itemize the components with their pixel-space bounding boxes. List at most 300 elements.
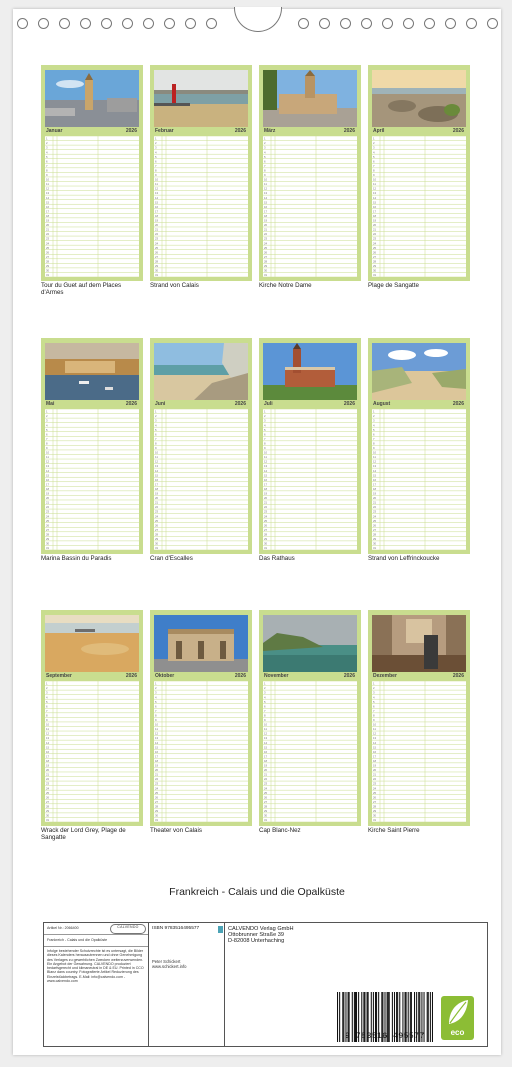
svg-text:12: 12	[46, 459, 50, 464]
svg-text:27: 27	[264, 254, 268, 259]
divider	[44, 946, 148, 947]
svg-text:19: 19	[155, 218, 159, 223]
svg-text:8: 8	[264, 441, 266, 446]
month-photo	[263, 70, 357, 127]
svg-text:19: 19	[264, 763, 268, 768]
svg-text:6: 6	[155, 159, 157, 164]
svg-text:31: 31	[46, 546, 50, 550]
svg-text:1: 1	[373, 681, 375, 686]
svg-text:26: 26	[264, 795, 268, 800]
svg-text:14: 14	[46, 740, 50, 745]
svg-text:29: 29	[264, 536, 268, 541]
month-year: 2026	[125, 401, 137, 407]
binding-ring	[59, 18, 70, 29]
svg-text:22: 22	[264, 505, 268, 510]
day-lines	[45, 681, 139, 822]
svg-text:16: 16	[46, 749, 50, 754]
svg-text:1: 1	[264, 136, 266, 141]
svg-text:15: 15	[155, 200, 159, 205]
svg-text:15: 15	[264, 200, 268, 205]
svg-text:4: 4	[155, 150, 157, 155]
publisher-city: D-82008 Unterhaching	[228, 938, 285, 944]
svg-text:23: 23	[264, 509, 268, 514]
svg-text:11: 11	[373, 727, 376, 732]
svg-text:22: 22	[155, 777, 159, 782]
calvendo-logo: CALVENDO	[110, 924, 146, 934]
svg-text:27: 27	[373, 527, 377, 532]
month-header	[45, 673, 139, 680]
svg-text:23: 23	[264, 781, 268, 786]
binding-ring	[361, 18, 372, 29]
svg-text:15: 15	[373, 473, 377, 478]
binding-ring	[403, 18, 414, 29]
svg-text:11: 11	[373, 182, 376, 187]
svg-text:14: 14	[264, 740, 268, 745]
binding-ring	[382, 18, 393, 29]
binding-ring	[206, 18, 217, 29]
svg-text:21: 21	[155, 500, 159, 505]
svg-text:30: 30	[155, 541, 159, 546]
svg-text:15: 15	[155, 473, 159, 478]
month-photo	[263, 343, 357, 400]
svg-text:12: 12	[373, 459, 377, 464]
svg-text:24: 24	[373, 786, 377, 791]
svg-text:6: 6	[155, 432, 157, 437]
svg-text:17: 17	[264, 482, 268, 487]
svg-text:8: 8	[264, 713, 266, 718]
svg-text:16: 16	[264, 204, 268, 209]
svg-text:5: 5	[155, 154, 157, 159]
svg-text:7: 7	[46, 163, 48, 168]
svg-text:20: 20	[264, 223, 268, 228]
svg-text:25: 25	[264, 518, 268, 523]
svg-text:16: 16	[373, 204, 377, 209]
svg-text:10: 10	[373, 722, 377, 727]
svg-text:10: 10	[46, 722, 50, 727]
svg-text:14: 14	[373, 468, 377, 473]
svg-text:2: 2	[373, 686, 375, 691]
svg-text:13: 13	[264, 736, 268, 741]
svg-text:7: 7	[155, 436, 157, 441]
svg-text:20: 20	[373, 223, 377, 228]
svg-text:23: 23	[46, 781, 50, 786]
svg-text:3: 3	[155, 690, 157, 695]
svg-text:15: 15	[373, 200, 377, 205]
svg-text:16: 16	[373, 477, 377, 482]
svg-text:30: 30	[373, 813, 377, 818]
svg-text:2: 2	[155, 686, 157, 691]
svg-text:25: 25	[155, 518, 159, 523]
month-photo	[154, 615, 248, 672]
svg-text:23: 23	[155, 781, 159, 786]
month-name: Januar	[46, 128, 63, 134]
day-lines	[372, 409, 466, 550]
svg-text:13: 13	[373, 191, 377, 196]
svg-text:11: 11	[373, 455, 376, 460]
svg-text:18: 18	[373, 486, 377, 491]
svg-text:1: 1	[155, 409, 157, 414]
svg-text:24: 24	[264, 786, 268, 791]
barcode-number: 9 783516 495577	[345, 1032, 425, 1041]
svg-text:28: 28	[155, 259, 159, 264]
month-caption: Kirche Notre Dame	[259, 282, 312, 289]
svg-text:14: 14	[264, 195, 268, 200]
svg-text:13: 13	[155, 464, 159, 469]
svg-text:11: 11	[155, 182, 158, 187]
calendar-page	[13, 9, 501, 1055]
binding-ring	[101, 18, 112, 29]
month-caption: Wrack der Lord Grey, Plage de Sangatte	[41, 827, 126, 841]
binding-ring	[164, 18, 175, 29]
article-number: Artikel Nr.: 2066400	[47, 926, 79, 930]
day-lines	[263, 136, 357, 277]
month-header	[45, 401, 139, 408]
svg-text:26: 26	[373, 250, 377, 255]
svg-text:21: 21	[46, 772, 50, 777]
month-name: Dezember	[373, 673, 397, 679]
svg-text:5: 5	[373, 427, 375, 432]
svg-text:27: 27	[373, 254, 377, 259]
svg-text:12: 12	[155, 731, 159, 736]
svg-text:31: 31	[264, 546, 268, 550]
svg-text:20: 20	[155, 223, 159, 228]
month-caption: Cran d'Escalles	[150, 555, 193, 562]
svg-text:20: 20	[373, 496, 377, 501]
binding-ring	[17, 18, 28, 29]
svg-text:11: 11	[46, 727, 49, 732]
svg-text:25: 25	[46, 518, 50, 523]
svg-text:11: 11	[264, 182, 267, 187]
svg-text:12: 12	[155, 459, 159, 464]
svg-text:24: 24	[46, 241, 50, 246]
svg-text:25: 25	[373, 518, 377, 523]
binding-ring	[185, 18, 196, 29]
month-name: September	[46, 673, 72, 679]
footer-isbn-column	[149, 923, 225, 1046]
svg-text:25: 25	[373, 790, 377, 795]
svg-text:2: 2	[46, 686, 48, 691]
svg-text:21: 21	[264, 500, 268, 505]
svg-text:12: 12	[264, 186, 268, 191]
svg-text:1: 1	[264, 409, 266, 414]
svg-text:26: 26	[155, 795, 159, 800]
svg-text:10: 10	[155, 177, 159, 182]
svg-text:20: 20	[46, 223, 50, 228]
svg-text:31: 31	[373, 818, 377, 822]
isbn: ISBN 9783516495577	[152, 926, 200, 931]
svg-text:28: 28	[155, 532, 159, 537]
svg-text:22: 22	[264, 232, 268, 237]
divider	[44, 934, 148, 935]
svg-text:17: 17	[155, 482, 159, 487]
svg-text:30: 30	[155, 268, 159, 273]
svg-text:5: 5	[46, 154, 48, 159]
binding-ring	[319, 18, 330, 29]
svg-text:19: 19	[46, 218, 50, 223]
svg-text:22: 22	[155, 232, 159, 237]
svg-text:29: 29	[264, 263, 268, 268]
month-header	[263, 673, 357, 680]
svg-text:31: 31	[155, 818, 159, 822]
month-caption: Marina Bassin du Paradis	[41, 555, 112, 562]
svg-text:21: 21	[46, 500, 50, 505]
svg-text:19: 19	[373, 491, 377, 496]
svg-text:4: 4	[46, 423, 48, 428]
svg-text:4: 4	[155, 423, 157, 428]
svg-text:29: 29	[373, 536, 377, 541]
svg-text:16: 16	[155, 749, 159, 754]
svg-text:28: 28	[264, 259, 268, 264]
binding-ring	[487, 18, 498, 29]
svg-text:22: 22	[155, 505, 159, 510]
svg-text:14: 14	[373, 195, 377, 200]
month-name: Februar	[155, 128, 174, 134]
svg-text:8: 8	[264, 168, 266, 173]
svg-text:2: 2	[264, 141, 266, 146]
svg-text:23: 23	[155, 236, 159, 241]
svg-text:8: 8	[155, 713, 157, 718]
svg-text:22: 22	[46, 232, 50, 237]
svg-text:19: 19	[155, 763, 159, 768]
day-lines	[154, 409, 248, 550]
day-lines	[45, 409, 139, 550]
svg-text:8: 8	[373, 168, 375, 173]
month-photo	[154, 343, 248, 400]
svg-text:3: 3	[373, 418, 375, 423]
svg-text:4: 4	[373, 150, 375, 155]
svg-text:27: 27	[46, 254, 50, 259]
svg-text:19: 19	[373, 763, 377, 768]
svg-text:2: 2	[373, 141, 375, 146]
svg-text:4: 4	[46, 695, 48, 700]
svg-text:8: 8	[46, 713, 48, 718]
month-header	[372, 401, 466, 408]
svg-text:26: 26	[264, 250, 268, 255]
svg-text:8: 8	[155, 168, 157, 173]
svg-text:31: 31	[264, 273, 268, 277]
svg-text:20: 20	[264, 496, 268, 501]
publisher-name: CALVENDO Verlag GmbH	[228, 926, 294, 932]
svg-text:29: 29	[46, 808, 50, 813]
svg-text:4: 4	[264, 423, 266, 428]
svg-text:4: 4	[46, 150, 48, 155]
svg-text:15: 15	[46, 473, 50, 478]
svg-text:6: 6	[46, 159, 48, 164]
svg-text:26: 26	[264, 523, 268, 528]
svg-text:12: 12	[264, 731, 268, 736]
svg-text:1: 1	[46, 681, 48, 686]
month-name: April	[373, 128, 385, 134]
svg-text:3: 3	[264, 418, 266, 423]
svg-text:25: 25	[46, 245, 50, 250]
author-name: Peter Schickert	[152, 959, 181, 964]
svg-text:24: 24	[155, 241, 159, 246]
svg-text:7: 7	[264, 708, 266, 713]
binding-ring	[80, 18, 91, 29]
svg-text:13: 13	[46, 191, 50, 196]
svg-text:24: 24	[46, 786, 50, 791]
svg-text:9: 9	[46, 173, 48, 178]
svg-text:28: 28	[46, 259, 50, 264]
svg-text:3: 3	[264, 690, 266, 695]
svg-text:18: 18	[46, 486, 50, 491]
svg-text:16: 16	[264, 477, 268, 482]
month-photo	[45, 343, 139, 400]
svg-text:19: 19	[264, 218, 268, 223]
svg-text:23: 23	[155, 509, 159, 514]
svg-text:23: 23	[373, 236, 377, 241]
svg-text:3: 3	[46, 690, 48, 695]
svg-text:15: 15	[46, 745, 50, 750]
svg-text:5: 5	[264, 154, 266, 159]
svg-text:31: 31	[46, 818, 50, 822]
svg-text:5: 5	[264, 699, 266, 704]
svg-text:29: 29	[264, 808, 268, 813]
month-name: August	[373, 401, 391, 407]
svg-text:9: 9	[264, 446, 266, 451]
svg-text:2: 2	[264, 686, 266, 691]
svg-text:15: 15	[46, 200, 50, 205]
svg-text:7: 7	[373, 436, 375, 441]
svg-text:9: 9	[155, 173, 157, 178]
svg-text:4: 4	[264, 695, 266, 700]
svg-text:25: 25	[264, 790, 268, 795]
svg-text:13: 13	[264, 464, 268, 469]
svg-text:27: 27	[264, 527, 268, 532]
svg-text:17: 17	[373, 754, 377, 759]
binding-ring	[38, 18, 49, 29]
month-name: Juli	[264, 401, 273, 407]
svg-text:29: 29	[373, 263, 377, 268]
svg-text:16: 16	[264, 749, 268, 754]
svg-text:30: 30	[264, 813, 268, 818]
binding-ring	[298, 18, 309, 29]
svg-text:13: 13	[373, 736, 377, 741]
svg-text:25: 25	[155, 790, 159, 795]
month-caption: Strand von Calais	[150, 282, 199, 289]
svg-text:8: 8	[155, 441, 157, 446]
svg-text:19: 19	[46, 491, 50, 496]
svg-text:7: 7	[46, 708, 48, 713]
month-caption: Kirche Saint Pierre	[368, 827, 420, 834]
month-photo	[154, 70, 248, 127]
svg-text:18: 18	[373, 213, 377, 218]
svg-text:7: 7	[46, 436, 48, 441]
svg-text:1: 1	[155, 136, 157, 141]
svg-text:22: 22	[373, 777, 377, 782]
svg-text:13: 13	[373, 464, 377, 469]
svg-text:22: 22	[373, 232, 377, 237]
binding-ring	[122, 18, 133, 29]
svg-text:9: 9	[373, 446, 375, 451]
svg-text:23: 23	[373, 509, 377, 514]
svg-text:12: 12	[46, 731, 50, 736]
svg-text:26: 26	[155, 250, 159, 255]
svg-text:1: 1	[46, 409, 48, 414]
svg-text:30: 30	[46, 541, 50, 546]
svg-text:4: 4	[373, 695, 375, 700]
author-url: www.schickert.info	[152, 964, 187, 969]
svg-text:1: 1	[373, 409, 375, 414]
svg-text:30: 30	[155, 813, 159, 818]
svg-text:31: 31	[373, 546, 377, 550]
month-name: Mai	[46, 401, 55, 407]
svg-text:21: 21	[373, 772, 377, 777]
svg-text:26: 26	[46, 250, 50, 255]
month-photo	[263, 615, 357, 672]
svg-text:27: 27	[46, 799, 50, 804]
svg-text:1: 1	[373, 136, 375, 141]
legal-text: Infolge bestehender Schutzrechte ist es untersagt, die Bilder dieses Kalenders herauszutrennen und ohne Genehmigung des Verlages zu gewerblichen Zwecken weiterzuverwenden. Ein Angebot der Gewahrung. CALVENDO produziert bedarfsgerecht und klimaneutral in DE & EU. Printed in CCO Blanz dans country. Fotografierte Artikel Reduzierung des Einzelstückbetrags. E-Mail: info@calvendo.com - www.calvendo.com	[47, 949, 144, 984]
svg-text:6: 6	[373, 704, 375, 709]
svg-text:24: 24	[155, 514, 159, 519]
svg-text:24: 24	[264, 241, 268, 246]
svg-text:17: 17	[264, 754, 268, 759]
svg-text:11: 11	[264, 455, 267, 460]
month-year: 2026	[343, 673, 355, 679]
svg-text:30: 30	[264, 268, 268, 273]
svg-text:23: 23	[46, 236, 50, 241]
day-lines	[154, 136, 248, 277]
svg-text:7: 7	[373, 163, 375, 168]
svg-text:11: 11	[155, 455, 158, 460]
svg-text:30: 30	[46, 813, 50, 818]
svg-text:3: 3	[373, 145, 375, 150]
svg-text:21: 21	[373, 500, 377, 505]
svg-text:25: 25	[155, 245, 159, 250]
svg-text:26: 26	[373, 795, 377, 800]
svg-text:19: 19	[373, 218, 377, 223]
footer-info-column	[44, 923, 149, 1046]
month-photo	[372, 343, 466, 400]
svg-text:18: 18	[46, 213, 50, 218]
svg-text:28: 28	[155, 804, 159, 809]
svg-text:21: 21	[46, 227, 50, 232]
svg-text:24: 24	[155, 786, 159, 791]
leaf-icon	[441, 996, 474, 1028]
svg-text:13: 13	[264, 191, 268, 196]
svg-text:23: 23	[264, 236, 268, 241]
month-caption: Theater von Calais	[150, 827, 202, 834]
svg-text:26: 26	[373, 523, 377, 528]
svg-text:30: 30	[373, 541, 377, 546]
month-photo	[372, 615, 466, 672]
month-caption: Das Rathaus	[259, 555, 295, 562]
svg-text:27: 27	[155, 254, 159, 259]
month-photo	[372, 70, 466, 127]
svg-text:24: 24	[46, 514, 50, 519]
month-year: 2026	[343, 401, 355, 407]
svg-text:31: 31	[264, 818, 268, 822]
month-name: März	[264, 128, 276, 134]
svg-text:29: 29	[46, 536, 50, 541]
back-cover-footer	[43, 922, 488, 1047]
month-year: 2026	[452, 128, 464, 134]
month-name: November	[264, 673, 289, 679]
svg-text:10: 10	[46, 177, 50, 182]
svg-text:9: 9	[264, 173, 266, 178]
svg-text:20: 20	[46, 768, 50, 773]
svg-text:29: 29	[373, 808, 377, 813]
svg-text:27: 27	[155, 799, 159, 804]
svg-text:6: 6	[264, 159, 266, 164]
svg-text:29: 29	[155, 536, 159, 541]
svg-text:13: 13	[46, 736, 50, 741]
month-header	[372, 673, 466, 680]
svg-text:10: 10	[373, 177, 377, 182]
svg-text:18: 18	[155, 758, 159, 763]
month-header	[154, 401, 248, 408]
